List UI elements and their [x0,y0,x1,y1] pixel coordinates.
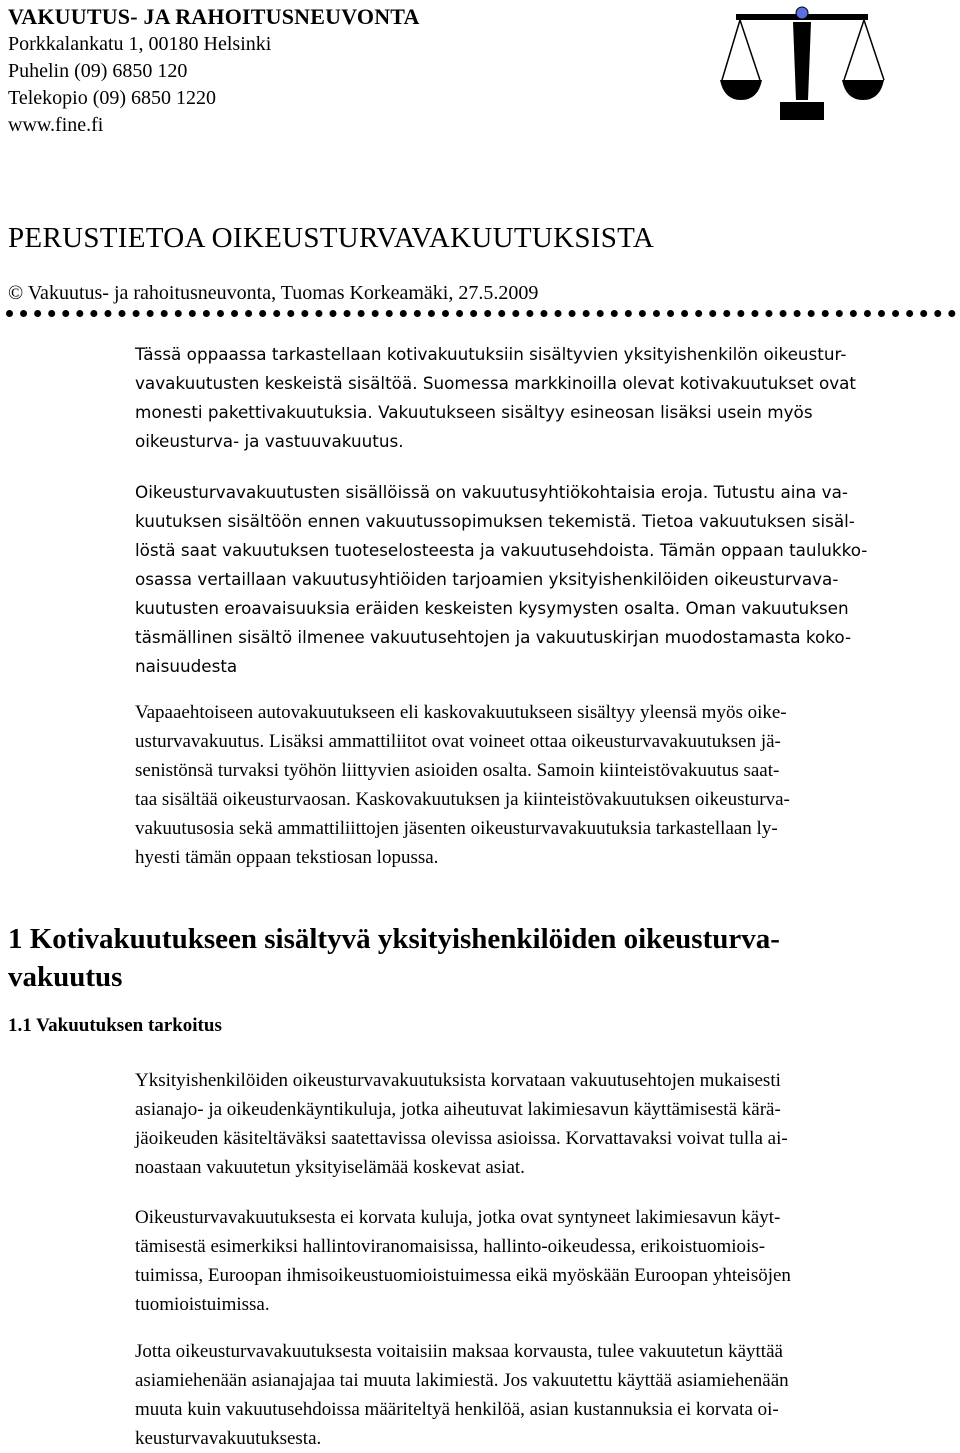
copyright-line: © Vakuutus- ja rahoitusneuvonta, Tuomas Korkeamäki, 27.5.2009 [8,282,539,304]
section-paragraph-2: Oikeusturvavakuutuksesta ei korvata kuluja, jotka ovat syntyneet lakimiesavun käyt- tämisestä esimerkiksi hallintoviranomaisissa, hallinto-oikeudessa, erikoistuomiois- tuimissa, Euroopan ihmisoikeustuomioistuimessa eikä myöskään Euroopan yhteisöjen tuomioistuimissa. [135,1207,791,1315]
organization-name: VAKUUTUS- JA RAHOITUSNEUVONTA [8,4,420,29]
dotted-separator [6,310,956,317]
intro-paragraph-2: Oikeusturvavakuutusten sisällöissä on vakuutusyhtiökohtaisia eroja. Tutustu aina va- kuutuksen sisältöön ennen vakuutussopimuksen tekemistä. Tietoa vakuutuksen sisäl- löstä saat vakuutuksen tuoteselosteesta ja vakuutusehdoista. Tämän oppaan taulukko- osassa vertaillaan vakuutusyhtiöiden tarjoamien yksityishenkilöiden oikeusturvava- kuutusten eroavaisuuksia eräiden keskeisten kysymysten osalta. Oman vakuutuksen täsmällinen sisältö ilmenee vakuutusehtojen ja vakuutuskirjan muodostamasta koko- naisuudesta [135,482,868,676]
intro-paragraph-3: Vapaaehtoiseen autovakuutukseen eli kaskovakuutukseen sisältyy yleensä myös oike- usturvavakuutus. Lisäksi ammattiliitot ovat voineet ottaa oikeusturvavakuutuksen jä- senistönsä turvaksi työhön liittyvien asioiden osalta. Samoin kiinteistövakuutus saat- taa sisältää oikeusturvaosan. Kaskovakuutuksen ja kiinteistövakuutuksen oikeusturva- vakuutusosia sekä ammattiliittojen jäsenten oikeusturvavakuutuksia tarkastellaan ly- hyesti tämän oppaan tekstiosan lopussa. [135,702,790,868]
section-paragraph-3: Jotta oikeusturvavakuutuksesta voitaisiin maksaa korvausta, tulee vakuutetun käyttää asiamiehenään asianajajaa tai muuta lakimiestä. Jos vakuutettu käyttää asiamiehenään muuta kuin vakuutusehdoissa määriteltyä henkilöä, asian kustannuksia ei korvata oi- keusturvavakuutuksesta. [135,1341,789,1449]
subsection-heading: 1.1 Vakuutuksen tarkoitus [8,1015,222,1036]
section-heading: 1 Kotivakuutukseen sisältyvä yksityishenkilöiden oikeusturva- vakuutus [8,923,780,993]
document-title: PERUSTIETOA OIKEUSTURVAVAKUUTUKSISTA [8,222,655,254]
phone: Puhelin (09) 6850 120 [8,60,188,82]
intro-paragraph-1: Tässä oppaassa tarkastellaan kotivakuutuksiin sisältyvien yksityishenkilön oikeustur- vavakuutusten keskeistä sisältöä. Suomessa markkinoilla olevat kotivakuutukset ovat monesti pakettivakuutuksia. Vakuutukseen sisältyy esineosan lisäksi usein myös oikeusturva- ja vastuuvakuutus. [135,344,857,451]
website-link[interactable]: www.fine.fi [8,114,104,136]
address: Porkkalankatu 1, 00180 Helsinki [8,33,272,55]
section-paragraph-1: Yksityishenkilöiden oikeusturvavakuutuksista korvataan vakuutusehtojen mukaisesti asianajo- ja oikeudenkäyntikuluja, jotka aiheutuvat lakimiesavun käyttämisestä kärä- jäoikeuden käsiteltäväksi saatettavissa olevissa asioissa. Korvattavaksi voivat tulla ai- noastaan vakuutetun yksityiselämää koskevat asiat. [135,1070,788,1178]
balance-scale-icon [718,0,886,132]
fax: Telekopio (09) 6850 1220 [8,87,217,109]
